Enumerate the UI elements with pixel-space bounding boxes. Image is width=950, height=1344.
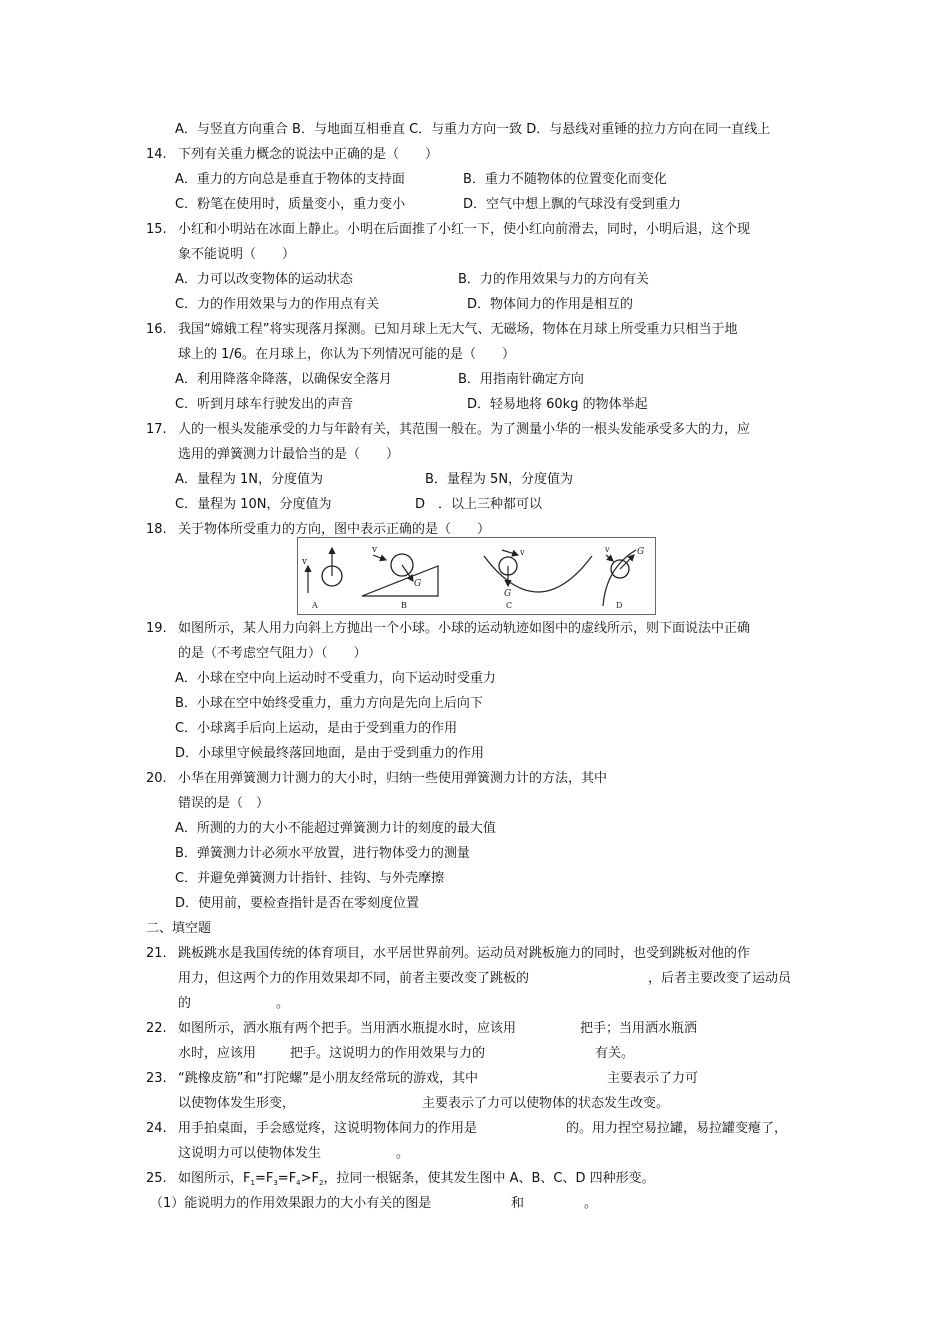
- q15-option-a: A．力可以改变物体的运动状态: [175, 272, 353, 287]
- q25-seg-2: =F: [254, 1171, 274, 1186]
- svg-text:G: G: [414, 579, 422, 589]
- q16-stem: 我国“嫦娥工程”将实现落月探测。已知月球上无大气、无磁场，物体在月球上所受重力只相当于地: [178, 322, 738, 337]
- gravity-direction-figure: [297, 537, 656, 615]
- q25-seg-1: 如图所示，F: [178, 1171, 251, 1186]
- q25-sub-1: 1: [250, 1179, 255, 1187]
- q22-stem: 如图所示，洒水瓶有两个把手。当用洒水瓶提水时，应该用: [178, 1021, 517, 1036]
- q16-option-d: D．轻易地将 60kg 的物体举起: [467, 397, 648, 412]
- q20-number: 20.: [146, 771, 167, 786]
- svg-text:v: v: [302, 557, 308, 567]
- q25-stem: [178, 1170, 655, 1192]
- q17-stem: 人的一根头发能承受的力与年龄有关，其范围一般在。为了测量小华的一根头发能承受多大的力，应: [178, 422, 751, 437]
- svg-text:D: D: [616, 601, 623, 610]
- q15-stem-cont: 象不能说明（ ）: [178, 247, 296, 262]
- svg-text:G: G: [637, 547, 645, 557]
- q15-number: 15.: [146, 222, 167, 237]
- q17-number: 17.: [146, 422, 167, 437]
- q22-stem-line2c: 有关。: [595, 1046, 635, 1061]
- q22-stem-line2a: 水时，应该用: [178, 1046, 257, 1061]
- figure-panel-b: [362, 545, 438, 610]
- q14-option-c: C．粉笔在使用时，质量变小，重力变小: [175, 197, 406, 212]
- q17-option-a: A．量程为 1N，分度值为: [175, 472, 324, 487]
- q23-stem-line2b: 主要表示了力可以使物体的状态发生改变。: [422, 1096, 670, 1111]
- q21-stem-cont-b: ，后者主要改变了运动员: [648, 971, 792, 986]
- q20-option-d: D．使用前，要检查指针是否在零刻度位置: [175, 896, 420, 911]
- figure-panel-d: [603, 545, 644, 610]
- q14-option-d: D．空气中想上飘的气球没有受到重力: [463, 197, 682, 212]
- q25-seg-3: =F: [277, 1171, 297, 1186]
- svg-text:B: B: [401, 601, 407, 610]
- q14-option-a: A．重力的方向总是垂直于物体的支持面: [175, 172, 405, 187]
- q24-stem-line2b: 。: [396, 1146, 410, 1161]
- q19-option-a: A．小球在空中向上运动时不受重力，向下运动时受重力: [175, 671, 496, 686]
- q25-number: 25.: [146, 1171, 167, 1186]
- q23-stem-line2a: 以使物体发生形变，: [178, 1096, 296, 1111]
- q22-number: 22.: [146, 1021, 167, 1036]
- q22-stem-line2b: 把手。这说明力的作用效果与力的: [290, 1046, 486, 1061]
- q23-stem-b: 主要表示了力可: [607, 1071, 699, 1086]
- q17-option-c: C．量程为 10N，分度值为: [175, 497, 332, 512]
- q19-stem: 如图所示，某人用力向斜上方抛出一个小球。小球的运动轨迹如图中的虚线所示，则下面说法中正确: [178, 621, 751, 636]
- q25-sub-4: 4: [296, 1179, 301, 1187]
- q21-stem-line3a: 的: [178, 996, 192, 1011]
- svg-text:G: G: [504, 589, 512, 599]
- q20-option-c: C．并避免弹簧测力计指针、挂钩、与外壳摩擦: [175, 871, 445, 886]
- q17-stem-cont: 选用的弹簧测力计最恰当的是（ ）: [178, 447, 400, 462]
- q25-sub-question-1-and: 和: [511, 1196, 525, 1211]
- q23-stem: “跳橡皮筋”和“打陀螺”是小朋友经常玩的游戏，其中: [178, 1071, 478, 1086]
- q16-option-a: A．利用降落伞降落，以确保安全落月: [175, 372, 392, 387]
- q25-seg-4: >F: [300, 1171, 320, 1186]
- svg-text:A: A: [312, 601, 318, 610]
- q21-number: 21.: [146, 946, 167, 961]
- q25-sub-question-1-end: 。: [584, 1196, 598, 1211]
- q18-stem: 关于物体所受重力的方向，图中表示正确的是（ ）: [178, 522, 491, 537]
- figure-panel-a: [301, 548, 342, 610]
- q14-stem: 下列有关重力概念的说法中正确的是（ ）: [178, 147, 439, 162]
- q25-sub-3: 3: [273, 1179, 278, 1187]
- q21-stem-cont: 用力，但这两个力的作用效果却不同，前者主要改变了跳板的: [178, 971, 530, 986]
- q24-stem-b: 的。用力捏空易拉罐，易拉罐变瘪了，: [566, 1121, 788, 1136]
- q16-number: 16.: [146, 322, 167, 337]
- q25-seg-5: ，拉同一根锯条，使其发生图中 A、B、C、D 四种形变。: [323, 1171, 655, 1186]
- q17-option-b: B．量程为 5N，分度值为: [425, 472, 574, 487]
- q15-stem: 小红和小明站在冰面上静止。小明在后面推了小红一下，使小红向前滑去，同时，小明后退，这个现: [178, 222, 751, 237]
- q16-stem-cont: 球上的 1/6。在月球上，你认为下列情况可能的是（ ）: [178, 347, 516, 362]
- svg-text:C: C: [506, 601, 513, 610]
- q20-stem-cont: 错误的是（ ）: [178, 796, 270, 811]
- q15-option-b: B．力的作用效果与力的方向有关: [458, 272, 649, 287]
- q23-number: 23.: [146, 1071, 167, 1086]
- q22-stem-b: 把手；当用洒水瓶洒: [580, 1021, 698, 1036]
- q14-option-b: B．重力不随物体的位置变化而变化: [463, 172, 667, 187]
- q19-option-b: B．小球在空中始终受重力，重力方向是先向上后向下: [175, 696, 483, 711]
- q19-stem-cont: 的是（不考虑空气阻力）（ ）: [178, 646, 367, 661]
- q19-number: 19.: [146, 621, 167, 636]
- q13-options-line: A．与竖直方向重合 B．与地面互相垂直 C．与重力方向一致 D．与悬线对重锤的拉力方向在同一直线上: [175, 122, 771, 137]
- q19-option-d: D．小球里守候最终落回地面，是由于受到重力的作用: [175, 746, 485, 761]
- q24-stem: 用手拍桌面，手会感觉疼，这说明物体间力的作用是: [178, 1121, 478, 1136]
- section-fill-in-heading: 二、填空题: [146, 921, 212, 936]
- svg-text:v: v: [520, 548, 525, 557]
- q19-option-c: C．小球离手后向上运动，是由于受到重力的作用: [175, 721, 458, 736]
- q21-stem: 跳板跳水是我国传统的体育项目，水平居世界前列。运动员对跳板施力的同时，也受到跳板对他的作: [178, 946, 751, 961]
- q15-option-d: D．物体间力的作用是相互的: [467, 297, 634, 312]
- svg-text:v: v: [372, 545, 378, 555]
- q18-number: 18.: [146, 522, 167, 537]
- q21-stem-line3b: 。: [276, 996, 290, 1011]
- q20-option-a: A．所测的力的大小不能超过弹簧测力计的刻度的最大值: [175, 821, 496, 836]
- q20-option-b: B．弹簧测力计必须水平放置，进行物体受力的测量: [175, 846, 470, 861]
- q24-stem-line2a: 这说明力可以使物体发生: [178, 1146, 322, 1161]
- q17-option-d: D ．以上三种都可以: [415, 497, 543, 512]
- svg-text:v: v: [605, 545, 610, 554]
- q16-option-c: C．听到月球车行驶发出的声音: [175, 397, 354, 412]
- q15-option-c: C．力的作用效果与力的作用点有关: [175, 297, 380, 312]
- figure-panel-c: [484, 548, 592, 610]
- q16-option-b: B．用指南针确定方向: [458, 372, 584, 387]
- q20-stem: 小华在用弹簧测力计测力的大小时，归纳一些使用弹簧测力计的方法，其中: [178, 771, 608, 786]
- q14-number: 14.: [146, 147, 167, 162]
- q24-number: 24.: [146, 1121, 167, 1136]
- q25-sub-2: 2: [319, 1179, 324, 1187]
- q25-sub-question-1: （1）能说明力的作用效果跟力的大小有关的图是: [150, 1196, 432, 1211]
